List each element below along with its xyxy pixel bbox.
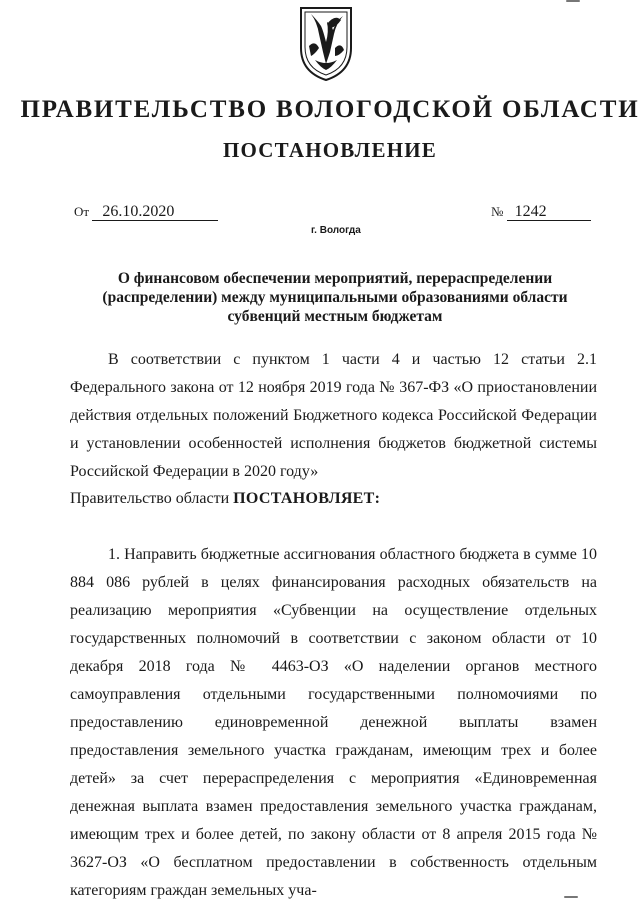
decree-verb: ПОСТАНОВЛЯЕТ: [233,490,381,507]
number-value: 1242 [507,203,591,221]
number-field [491,203,591,221]
date-value: 26.10.2020 [92,203,218,221]
city-label: г. Вологда [311,225,361,236]
decree-line [70,485,597,513]
scan-mark-top [566,0,580,2]
document-type: ПОСТАНОВЛЕНИЕ [222,138,438,162]
date-field [74,203,218,221]
preamble-paragraph: В соответствии с пунктом 1 части 4 и частью 12 статьи 2.1 Федерального закона от 12 ноября 2019 года № 367-ФЗ «О приостановлении действия отдельных положений Бюджетного кодекса Российской Федерации и установлении особенностей исполнения бюджетов бюджетной системы Российской Федерации в 2020 году» [70,351,597,480]
date-prefix: От [74,204,90,219]
paragraph-1: 1. Направить бюджетные ассигнования областного бюджета в сумме 10 884 086 рублей в целях финансирования расходных обязательств на реализацию мероприятия «Субвенции на осуществление отдельных государственных полномочий в соответствии с законом области от 10 декабря 2018 года № 4463-ОЗ «О наделении органов местного самоуправления отдельными государственными полномочиями по предоставлению единовременной денежной выплаты взамен предоставления земельного участка гражданам, имеющим трех и более детей» за счет перераспределения с мероприятия «Единовременная денежная выплата взамен предоставления земельного участка гражданам, имеющим трех и более детей, по закону области от 8 апреля 2015 года № 3627-ОЗ «О бесплатном предоставлении в собственность отдельным категориям граждан земельных уча- [70,546,597,899]
coat-of-arms-icon [297,2,355,82]
scan-mark-bottom [564,896,578,898]
document-heading: О финансовом обеспечении мероприятий, перераспределении (распределении) между муниципальными образованиями области субвенций местным бюджетам [102,270,568,325]
decree-prefix: Правительство области [70,490,230,507]
government-title: ПРАВИТЕЛЬСТВО ВОЛОГОДСКОЙ ОБЛАСТИ [20,96,640,123]
number-prefix: № [491,204,504,219]
